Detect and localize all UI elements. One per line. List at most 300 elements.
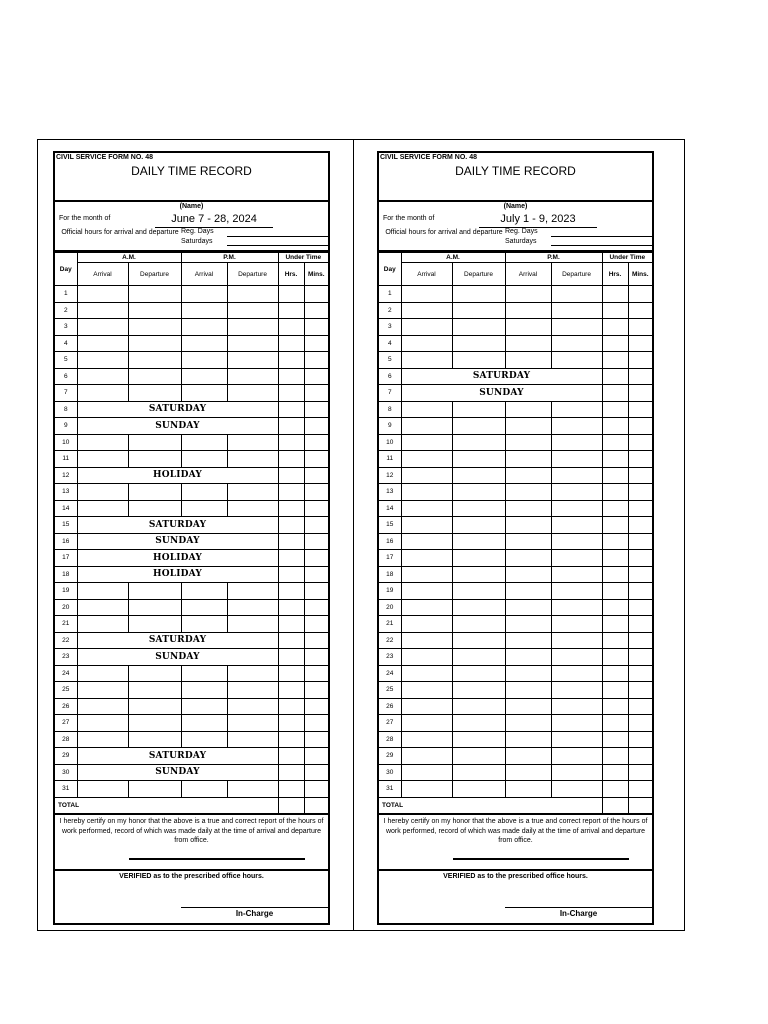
undertime-hrs-cell[interactable] (278, 385, 304, 402)
undertime-hrs-cell[interactable] (278, 550, 304, 567)
undertime-hrs-cell[interactable] (278, 665, 304, 682)
pm-arrival-cell[interactable] (181, 484, 227, 501)
undertime-mins-cell[interactable] (304, 500, 328, 517)
am-arrival-cell[interactable] (77, 583, 128, 600)
pm-departure-cell[interactable] (551, 698, 602, 715)
am-arrival-cell[interactable] (77, 286, 128, 303)
pm-arrival-cell[interactable] (505, 583, 551, 600)
undertime-hrs-cell[interactable] (278, 368, 304, 385)
undertime-hrs-cell[interactable] (602, 566, 628, 583)
undertime-hrs-cell[interactable] (278, 698, 304, 715)
undertime-mins-cell[interactable] (304, 319, 328, 336)
pm-arrival-cell[interactable] (505, 352, 551, 369)
pm-departure-cell[interactable] (551, 731, 602, 748)
am-arrival-cell[interactable] (401, 649, 452, 666)
undertime-mins-cell[interactable] (628, 500, 652, 517)
pm-arrival-cell[interactable] (505, 434, 551, 451)
undertime-mins-cell[interactable] (628, 451, 652, 468)
undertime-hrs-cell[interactable] (278, 566, 304, 583)
pm-departure-cell[interactable] (551, 418, 602, 435)
am-departure-cell[interactable] (452, 665, 505, 682)
undertime-hrs-cell[interactable] (602, 715, 628, 732)
am-departure-cell[interactable] (452, 352, 505, 369)
pm-departure-cell[interactable] (551, 781, 602, 798)
am-departure-cell[interactable] (452, 517, 505, 534)
pm-departure-cell[interactable] (551, 434, 602, 451)
pm-arrival-cell[interactable] (181, 665, 227, 682)
pm-arrival-cell[interactable] (181, 781, 227, 798)
pm-arrival-cell[interactable] (505, 418, 551, 435)
pm-departure-cell[interactable] (227, 715, 278, 732)
pm-departure-cell[interactable] (551, 550, 602, 567)
pm-departure-cell[interactable] (551, 517, 602, 534)
undertime-mins-cell[interactable] (304, 764, 328, 781)
pm-arrival-cell[interactable] (505, 550, 551, 567)
am-departure-cell[interactable] (128, 286, 181, 303)
undertime-mins-cell[interactable] (304, 352, 328, 369)
pm-departure-cell[interactable] (551, 715, 602, 732)
am-departure-cell[interactable] (128, 319, 181, 336)
pm-departure-cell[interactable] (227, 484, 278, 501)
am-departure-cell[interactable] (452, 484, 505, 501)
undertime-mins-cell[interactable] (628, 682, 652, 699)
pm-departure-cell[interactable] (551, 665, 602, 682)
am-arrival-cell[interactable] (401, 319, 452, 336)
undertime-hrs-cell[interactable] (602, 517, 628, 534)
undertime-mins-cell[interactable] (304, 368, 328, 385)
pm-arrival-cell[interactable] (505, 632, 551, 649)
undertime-hrs-cell[interactable] (278, 352, 304, 369)
pm-departure-cell[interactable] (227, 665, 278, 682)
undertime-mins-cell[interactable] (304, 533, 328, 550)
am-departure-cell[interactable] (452, 319, 505, 336)
am-arrival-cell[interactable] (401, 715, 452, 732)
am-departure-cell[interactable] (452, 418, 505, 435)
pm-departure-cell[interactable] (227, 500, 278, 517)
pm-arrival-cell[interactable] (505, 319, 551, 336)
pm-arrival-cell[interactable] (505, 665, 551, 682)
undertime-hrs-cell[interactable] (602, 698, 628, 715)
am-departure-cell[interactable] (128, 731, 181, 748)
pm-departure-cell[interactable] (551, 319, 602, 336)
am-arrival-cell[interactable] (401, 566, 452, 583)
am-departure-cell[interactable] (452, 698, 505, 715)
undertime-hrs-cell[interactable] (602, 649, 628, 666)
pm-departure-cell[interactable] (551, 484, 602, 501)
pm-departure-cell[interactable] (551, 352, 602, 369)
pm-departure-cell[interactable] (227, 286, 278, 303)
undertime-mins-cell[interactable] (628, 335, 652, 352)
am-arrival-cell[interactable] (401, 748, 452, 765)
pm-departure-cell[interactable] (551, 500, 602, 517)
am-departure-cell[interactable] (452, 748, 505, 765)
undertime-mins-cell[interactable] (628, 467, 652, 484)
am-departure-cell[interactable] (128, 583, 181, 600)
am-arrival-cell[interactable] (77, 731, 128, 748)
am-departure-cell[interactable] (128, 682, 181, 699)
am-arrival-cell[interactable] (401, 286, 452, 303)
undertime-mins-cell[interactable] (304, 566, 328, 583)
undertime-hrs-cell[interactable] (602, 335, 628, 352)
am-arrival-cell[interactable] (77, 319, 128, 336)
undertime-mins-cell[interactable] (304, 682, 328, 699)
undertime-mins-cell[interactable] (628, 533, 652, 550)
am-arrival-cell[interactable] (401, 335, 452, 352)
undertime-mins-cell[interactable] (628, 302, 652, 319)
pm-departure-cell[interactable] (551, 286, 602, 303)
total-mins-cell[interactable] (304, 797, 328, 814)
am-arrival-cell[interactable] (77, 715, 128, 732)
undertime-hrs-cell[interactable] (278, 467, 304, 484)
undertime-hrs-cell[interactable] (602, 484, 628, 501)
pm-departure-cell[interactable] (551, 649, 602, 666)
am-arrival-cell[interactable] (77, 682, 128, 699)
am-departure-cell[interactable] (452, 401, 505, 418)
undertime-mins-cell[interactable] (304, 335, 328, 352)
am-arrival-cell[interactable] (401, 764, 452, 781)
pm-arrival-cell[interactable] (181, 731, 227, 748)
undertime-mins-cell[interactable] (304, 467, 328, 484)
am-arrival-cell[interactable] (77, 698, 128, 715)
undertime-mins-cell[interactable] (304, 418, 328, 435)
am-departure-cell[interactable] (452, 434, 505, 451)
am-departure-cell[interactable] (452, 550, 505, 567)
am-arrival-cell[interactable] (401, 616, 452, 633)
undertime-hrs-cell[interactable] (602, 632, 628, 649)
am-departure-cell[interactable] (452, 302, 505, 319)
am-arrival-cell[interactable] (401, 302, 452, 319)
undertime-hrs-cell[interactable] (602, 665, 628, 682)
am-departure-cell[interactable] (128, 484, 181, 501)
pm-departure-cell[interactable] (227, 319, 278, 336)
am-departure-cell[interactable] (452, 715, 505, 732)
am-departure-cell[interactable] (452, 500, 505, 517)
undertime-hrs-cell[interactable] (602, 500, 628, 517)
undertime-mins-cell[interactable] (628, 484, 652, 501)
pm-arrival-cell[interactable] (505, 286, 551, 303)
undertime-mins-cell[interactable] (628, 352, 652, 369)
undertime-hrs-cell[interactable] (602, 583, 628, 600)
undertime-hrs-cell[interactable] (602, 616, 628, 633)
am-departure-cell[interactable] (452, 632, 505, 649)
pm-arrival-cell[interactable] (181, 715, 227, 732)
pm-departure-cell[interactable] (227, 385, 278, 402)
am-arrival-cell[interactable] (401, 731, 452, 748)
am-departure-cell[interactable] (452, 533, 505, 550)
undertime-mins-cell[interactable] (304, 286, 328, 303)
pm-departure-cell[interactable] (551, 566, 602, 583)
undertime-mins-cell[interactable] (628, 368, 652, 385)
pm-arrival-cell[interactable] (505, 335, 551, 352)
pm-arrival-cell[interactable] (505, 517, 551, 534)
am-arrival-cell[interactable] (77, 368, 128, 385)
pm-arrival-cell[interactable] (505, 715, 551, 732)
am-arrival-cell[interactable] (401, 781, 452, 798)
am-arrival-cell[interactable] (401, 682, 452, 699)
undertime-mins-cell[interactable] (304, 715, 328, 732)
undertime-mins-cell[interactable] (304, 484, 328, 501)
am-arrival-cell[interactable] (401, 418, 452, 435)
undertime-hrs-cell[interactable] (602, 385, 628, 402)
undertime-hrs-cell[interactable] (278, 781, 304, 798)
pm-arrival-cell[interactable] (505, 566, 551, 583)
am-arrival-cell[interactable] (401, 550, 452, 567)
undertime-mins-cell[interactable] (304, 698, 328, 715)
pm-arrival-cell[interactable] (505, 748, 551, 765)
pm-arrival-cell[interactable] (505, 781, 551, 798)
undertime-hrs-cell[interactable] (602, 319, 628, 336)
undertime-mins-cell[interactable] (628, 583, 652, 600)
am-departure-cell[interactable] (128, 500, 181, 517)
undertime-hrs-cell[interactable] (278, 632, 304, 649)
undertime-mins-cell[interactable] (304, 665, 328, 682)
undertime-mins-cell[interactable] (304, 434, 328, 451)
undertime-hrs-cell[interactable] (602, 682, 628, 699)
am-departure-cell[interactable] (128, 335, 181, 352)
undertime-mins-cell[interactable] (304, 401, 328, 418)
undertime-hrs-cell[interactable] (602, 764, 628, 781)
pm-arrival-cell[interactable] (505, 451, 551, 468)
pm-departure-cell[interactable] (227, 731, 278, 748)
pm-arrival-cell[interactable] (181, 451, 227, 468)
pm-departure-cell[interactable] (551, 583, 602, 600)
am-arrival-cell[interactable] (401, 401, 452, 418)
am-departure-cell[interactable] (128, 352, 181, 369)
pm-arrival-cell[interactable] (181, 319, 227, 336)
am-departure-cell[interactable] (452, 599, 505, 616)
am-arrival-cell[interactable] (77, 665, 128, 682)
undertime-mins-cell[interactable] (628, 385, 652, 402)
undertime-mins-cell[interactable] (304, 649, 328, 666)
undertime-hrs-cell[interactable] (278, 335, 304, 352)
am-departure-cell[interactable] (128, 302, 181, 319)
undertime-mins-cell[interactable] (628, 550, 652, 567)
undertime-hrs-cell[interactable] (278, 484, 304, 501)
pm-departure-cell[interactable] (551, 401, 602, 418)
undertime-mins-cell[interactable] (628, 715, 652, 732)
am-arrival-cell[interactable] (401, 352, 452, 369)
undertime-hrs-cell[interactable] (278, 649, 304, 666)
pm-departure-cell[interactable] (551, 451, 602, 468)
am-departure-cell[interactable] (452, 467, 505, 484)
am-departure-cell[interactable] (128, 616, 181, 633)
am-arrival-cell[interactable] (77, 500, 128, 517)
am-arrival-cell[interactable] (401, 484, 452, 501)
undertime-mins-cell[interactable] (304, 550, 328, 567)
am-arrival-cell[interactable] (401, 500, 452, 517)
pm-arrival-cell[interactable] (505, 467, 551, 484)
undertime-hrs-cell[interactable] (278, 731, 304, 748)
undertime-hrs-cell[interactable] (602, 599, 628, 616)
am-arrival-cell[interactable] (401, 665, 452, 682)
pm-departure-cell[interactable] (551, 335, 602, 352)
am-arrival-cell[interactable] (401, 467, 452, 484)
pm-arrival-cell[interactable] (505, 616, 551, 633)
am-arrival-cell[interactable] (401, 599, 452, 616)
pm-departure-cell[interactable] (551, 302, 602, 319)
undertime-mins-cell[interactable] (628, 418, 652, 435)
undertime-hrs-cell[interactable] (602, 418, 628, 435)
pm-arrival-cell[interactable] (181, 599, 227, 616)
am-arrival-cell[interactable] (401, 533, 452, 550)
pm-arrival-cell[interactable] (181, 286, 227, 303)
am-arrival-cell[interactable] (401, 583, 452, 600)
pm-departure-cell[interactable] (227, 616, 278, 633)
undertime-hrs-cell[interactable] (278, 616, 304, 633)
pm-arrival-cell[interactable] (505, 764, 551, 781)
pm-arrival-cell[interactable] (181, 385, 227, 402)
pm-departure-cell[interactable] (227, 352, 278, 369)
pm-departure-cell[interactable] (227, 682, 278, 699)
undertime-mins-cell[interactable] (304, 302, 328, 319)
undertime-hrs-cell[interactable] (278, 748, 304, 765)
undertime-mins-cell[interactable] (628, 319, 652, 336)
undertime-hrs-cell[interactable] (602, 781, 628, 798)
undertime-mins-cell[interactable] (628, 665, 652, 682)
pm-arrival-cell[interactable] (505, 682, 551, 699)
am-arrival-cell[interactable] (401, 517, 452, 534)
am-arrival-cell[interactable] (77, 484, 128, 501)
undertime-hrs-cell[interactable] (278, 418, 304, 435)
am-departure-cell[interactable] (128, 368, 181, 385)
pm-arrival-cell[interactable] (505, 401, 551, 418)
am-departure-cell[interactable] (128, 665, 181, 682)
undertime-mins-cell[interactable] (628, 632, 652, 649)
am-departure-cell[interactable] (452, 616, 505, 633)
pm-departure-cell[interactable] (227, 599, 278, 616)
am-departure-cell[interactable] (452, 583, 505, 600)
am-departure-cell[interactable] (128, 434, 181, 451)
undertime-hrs-cell[interactable] (278, 401, 304, 418)
undertime-hrs-cell[interactable] (602, 550, 628, 567)
undertime-hrs-cell[interactable] (278, 599, 304, 616)
pm-departure-cell[interactable] (551, 616, 602, 633)
undertime-hrs-cell[interactable] (278, 682, 304, 699)
undertime-mins-cell[interactable] (304, 616, 328, 633)
am-departure-cell[interactable] (452, 451, 505, 468)
undertime-mins-cell[interactable] (628, 649, 652, 666)
pm-arrival-cell[interactable] (505, 302, 551, 319)
am-departure-cell[interactable] (452, 335, 505, 352)
pm-arrival-cell[interactable] (181, 583, 227, 600)
pm-arrival-cell[interactable] (181, 500, 227, 517)
pm-arrival-cell[interactable] (181, 335, 227, 352)
undertime-hrs-cell[interactable] (602, 352, 628, 369)
am-departure-cell[interactable] (128, 451, 181, 468)
undertime-mins-cell[interactable] (304, 451, 328, 468)
undertime-hrs-cell[interactable] (602, 451, 628, 468)
undertime-mins-cell[interactable] (304, 517, 328, 534)
pm-departure-cell[interactable] (227, 451, 278, 468)
undertime-mins-cell[interactable] (628, 748, 652, 765)
pm-departure-cell[interactable] (227, 368, 278, 385)
pm-arrival-cell[interactable] (505, 484, 551, 501)
undertime-hrs-cell[interactable] (602, 533, 628, 550)
pm-arrival-cell[interactable] (181, 352, 227, 369)
am-departure-cell[interactable] (452, 731, 505, 748)
undertime-hrs-cell[interactable] (602, 368, 628, 385)
undertime-mins-cell[interactable] (628, 517, 652, 534)
undertime-hrs-cell[interactable] (278, 451, 304, 468)
total-hrs-cell[interactable] (278, 797, 304, 814)
undertime-hrs-cell[interactable] (602, 731, 628, 748)
undertime-hrs-cell[interactable] (602, 286, 628, 303)
undertime-mins-cell[interactable] (628, 616, 652, 633)
undertime-mins-cell[interactable] (304, 599, 328, 616)
am-arrival-cell[interactable] (401, 632, 452, 649)
am-departure-cell[interactable] (452, 764, 505, 781)
pm-departure-cell[interactable] (551, 748, 602, 765)
pm-departure-cell[interactable] (551, 599, 602, 616)
undertime-hrs-cell[interactable] (602, 302, 628, 319)
total-mins-cell[interactable] (628, 797, 652, 814)
am-arrival-cell[interactable] (77, 302, 128, 319)
undertime-mins-cell[interactable] (304, 731, 328, 748)
undertime-mins-cell[interactable] (304, 385, 328, 402)
am-arrival-cell[interactable] (77, 434, 128, 451)
undertime-hrs-cell[interactable] (278, 764, 304, 781)
undertime-mins-cell[interactable] (628, 764, 652, 781)
pm-arrival-cell[interactable] (181, 682, 227, 699)
undertime-mins-cell[interactable] (628, 731, 652, 748)
undertime-mins-cell[interactable] (628, 434, 652, 451)
total-hrs-cell[interactable] (602, 797, 628, 814)
pm-arrival-cell[interactable] (505, 649, 551, 666)
undertime-mins-cell[interactable] (304, 583, 328, 600)
undertime-hrs-cell[interactable] (278, 715, 304, 732)
pm-departure-cell[interactable] (551, 632, 602, 649)
am-arrival-cell[interactable] (77, 385, 128, 402)
undertime-mins-cell[interactable] (628, 698, 652, 715)
am-arrival-cell[interactable] (77, 451, 128, 468)
undertime-hrs-cell[interactable] (602, 401, 628, 418)
am-departure-cell[interactable] (128, 781, 181, 798)
undertime-hrs-cell[interactable] (278, 319, 304, 336)
pm-arrival-cell[interactable] (505, 533, 551, 550)
am-arrival-cell[interactable] (401, 698, 452, 715)
undertime-mins-cell[interactable] (628, 566, 652, 583)
am-arrival-cell[interactable] (77, 599, 128, 616)
am-departure-cell[interactable] (128, 698, 181, 715)
am-arrival-cell[interactable] (77, 781, 128, 798)
pm-departure-cell[interactable] (551, 682, 602, 699)
undertime-mins-cell[interactable] (304, 781, 328, 798)
undertime-hrs-cell[interactable] (278, 302, 304, 319)
undertime-hrs-cell[interactable] (278, 517, 304, 534)
am-departure-cell[interactable] (452, 781, 505, 798)
undertime-mins-cell[interactable] (628, 401, 652, 418)
pm-departure-cell[interactable] (227, 781, 278, 798)
undertime-hrs-cell[interactable] (602, 467, 628, 484)
pm-departure-cell[interactable] (551, 467, 602, 484)
am-departure-cell[interactable] (452, 682, 505, 699)
undertime-mins-cell[interactable] (628, 781, 652, 798)
am-arrival-cell[interactable] (77, 616, 128, 633)
am-arrival-cell[interactable] (77, 352, 128, 369)
undertime-mins-cell[interactable] (628, 286, 652, 303)
undertime-hrs-cell[interactable] (602, 434, 628, 451)
undertime-hrs-cell[interactable] (278, 583, 304, 600)
pm-arrival-cell[interactable] (505, 599, 551, 616)
pm-departure-cell[interactable] (551, 764, 602, 781)
pm-departure-cell[interactable] (551, 533, 602, 550)
am-arrival-cell[interactable] (401, 451, 452, 468)
am-departure-cell[interactable] (452, 286, 505, 303)
undertime-mins-cell[interactable] (628, 599, 652, 616)
am-departure-cell[interactable] (452, 566, 505, 583)
undertime-hrs-cell[interactable] (278, 286, 304, 303)
pm-departure-cell[interactable] (227, 302, 278, 319)
